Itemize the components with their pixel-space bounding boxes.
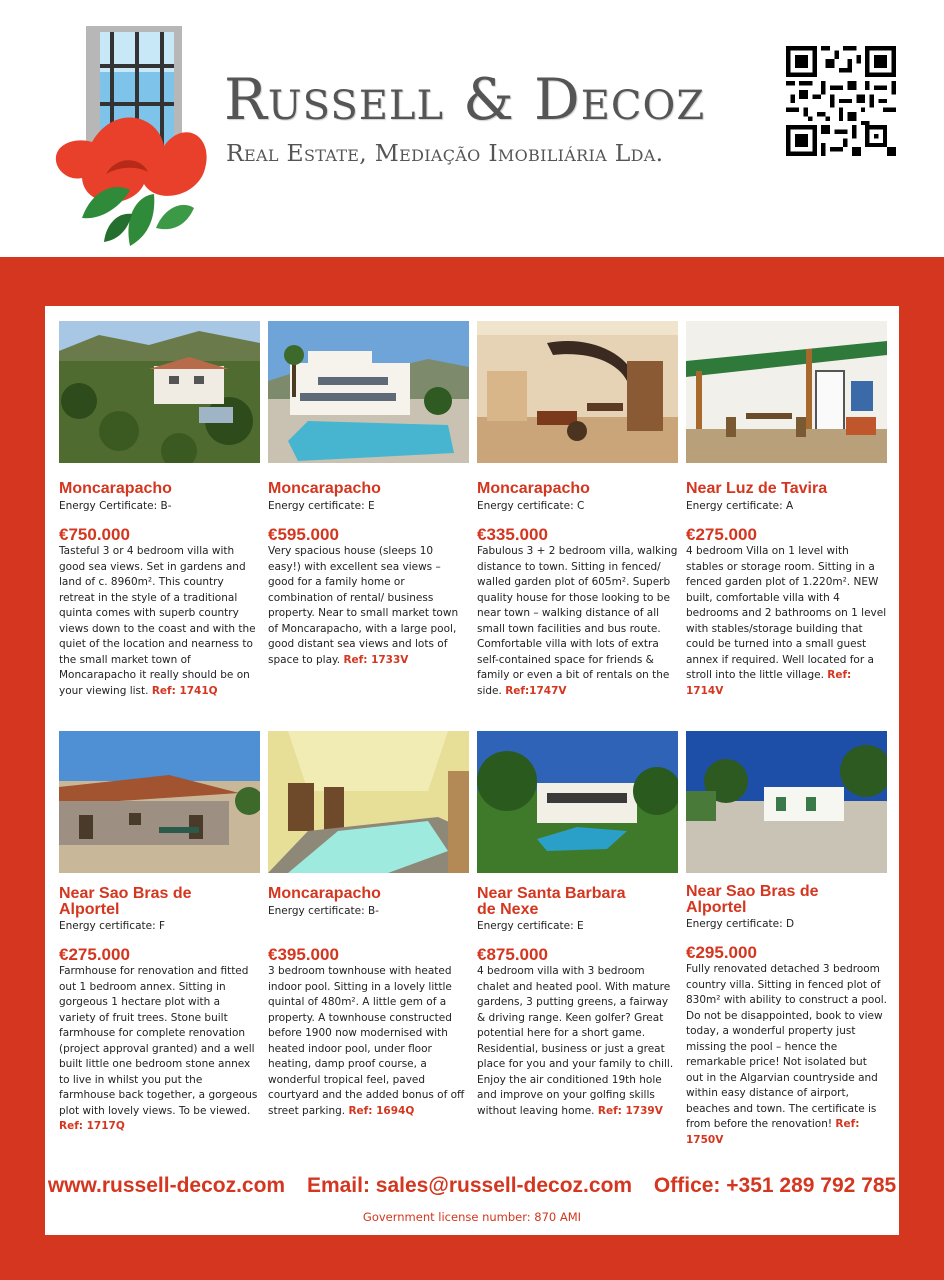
listing-description <box>268 964 469 1119</box>
listing-photo-farmhouse <box>59 731 260 873</box>
listing-location: Moncarapacho <box>477 480 590 497</box>
listing-ref: Ref: 1741Q <box>151 684 218 697</box>
description-text: Fabulous 3 + 2 bedroom villa, walking distance to town. Sitting in fenced/ walled garden plot of 605m². Superb quality house for those looking to be near town – walking distance of all small town facilities and bus route. Comfortable villa with lots of extra self-contained space for friends & family or even a bit of rentals on the side. <box>477 545 678 697</box>
website-link[interactable]: www.russell-decoz.com <box>47 1174 286 1197</box>
company-name: Russell & Decoz <box>224 67 706 133</box>
description-text: Very spacious house (sleeps 10 easy!) with excellent sea views – good for a family home or combination of rental/ business property. Near to small market town of Moncarapacho, with a large pool, good distant sea views and lots of space to play. <box>268 545 459 666</box>
listing-photo-house-pool <box>268 321 469 463</box>
listing-energy-certificate: Energy certificate: E <box>477 920 584 932</box>
listing-description <box>268 544 469 668</box>
listing-photo-country-villa <box>686 731 887 873</box>
listing-price: €275.000 <box>686 525 757 544</box>
listing-photo-indoor-pool <box>268 731 469 873</box>
listing-location: Moncarapacho <box>59 480 172 497</box>
listing-photo-terrace <box>686 321 887 463</box>
email-link[interactable]: Email: sales@russell-decoz.com <box>306 1174 633 1197</box>
listing-card-4[interactable] <box>686 321 887 701</box>
listing-ref: Ref: 1750V <box>686 1118 860 1146</box>
listing-energy-certificate: Energy certificate: A <box>686 500 794 512</box>
listing-description <box>477 964 678 1119</box>
description-text: 4 bedroom villa with 3 bedroom chalet and heated pool. With mature gardens, 3 putting greens, a fairway & driving range. Keen golfer? Great potential here for a short game. Residential, business or just a great place for you and your family to chill. Enjoy the air conditioned 19th hole and improve on your golfing skills without leaving home. <box>477 965 674 1117</box>
contact-line <box>0 1174 944 1198</box>
listing-location: Moncarapacho <box>268 885 381 902</box>
listing-card-7[interactable] <box>477 731 678 1131</box>
description-text: 4 bedroom Villa on 1 level with stables or storage room. Sitting in a fenced garden plot of 1.220m². NEW built, comfortable villa with 4 bedrooms and 2 bathrooms on 1 level with stables/storage building that could be turned into a small guest annex if required. Well located for a stroll into the little village. <box>686 545 887 681</box>
listing-ref: Ref: 1739V <box>597 1104 663 1117</box>
description-text: 3 bedroom townhouse with heated indoor pool. Sitting in a lovely little quintal of 480m². A little gem of a property. A townhouse constructed before 1900 now modernised with heated indoor pool, under floor heating, damp proof course, a wonderful tropical feel, paved courtyard and the added bonus of off street parking. <box>268 965 465 1117</box>
listing-card-3[interactable] <box>477 321 678 701</box>
listing-description <box>59 544 260 699</box>
listing-price: €750.000 <box>59 525 130 544</box>
listing-price: €875.000 <box>477 945 548 964</box>
listing-price: €295.000 <box>686 943 757 962</box>
company-subtitle: Real Estate, Mediação Imobiliária Lda. <box>226 139 664 167</box>
description-text: Fully renovated detached 3 bedroom country villa. Sitting in fenced plot of 830m² with ability to construct a pool. Do not be disappointed, book to view today, a wonderful property just missing the pool – hence the remarkable price! Not isolated but out in the Algarvian countryside and within easy distance of airport, beaches and town. The certificate is from before the renovation! <box>686 963 888 1130</box>
listing-ref: Ref: 1717Q <box>59 1120 125 1132</box>
listing-ref: Ref: 1714V <box>686 669 852 697</box>
listing-location: Near Sao Bras de Alportel <box>59 885 192 918</box>
listing-energy-certificate: Energy certificate: D <box>686 918 795 930</box>
listing-energy-certificate: Energy certificate: F <box>59 920 165 932</box>
listing-location: Near Luz de Tavira <box>686 480 828 497</box>
listing-energy-certificate: Energy certificate: E <box>268 500 375 512</box>
listing-ref: Ref: 1733V <box>343 653 409 666</box>
license-number: Government license number: 870 AMI <box>362 1210 582 1224</box>
listing-energy-certificate: Energy Certificate: B- <box>59 500 172 512</box>
listing-card-5[interactable] <box>59 731 260 1131</box>
logo-window-flower-icon <box>44 22 214 250</box>
listing-card-2[interactable] <box>268 321 469 701</box>
qr-code-icon <box>786 46 896 156</box>
listing-photo-villa-gardens <box>59 321 260 463</box>
listing-energy-certificate: Energy certificate: C <box>477 500 585 512</box>
page-header <box>0 0 944 257</box>
listing-ref: Ref: 1694Q <box>348 1104 415 1117</box>
listing-card-6[interactable] <box>268 731 469 1131</box>
listing-location: Moncarapacho <box>268 480 381 497</box>
description-text: Farmhouse for renovation and fitted out 1 bedroom annex. Sitting in gorgeous 1 hectare plot with a variety of fruit trees. Stone built farmhouse for complete renovation (project approval granted) and a well built little one bedroom stone annex to live in whilst you put the farmhouse back together, a gorgeous plot with lovely views. To be viewed. <box>59 965 258 1117</box>
listing-description <box>686 962 887 1148</box>
listing-description <box>686 544 887 699</box>
listing-price: €275.000 <box>59 945 130 964</box>
listing-price: €395.000 <box>268 945 339 964</box>
listing-price: €335.000 <box>477 525 548 544</box>
listing-price: €595.000 <box>268 525 339 544</box>
description-text: Tasteful 3 or 4 bedroom villa with good sea views. Set in gardens and land of c. 8960m². This country retreat in the style of a traditional quinta comes with superb country views down to the coast and with the quiet of the location and nearness to the small market town of Moncarapacho it really should be on your viewing list. <box>59 545 256 697</box>
listing-location: Near Sao Bras de Alportel <box>686 883 819 916</box>
listing-card-1[interactable] <box>59 321 260 701</box>
listing-description <box>477 544 678 699</box>
listing-photo-villa-golf <box>477 731 678 873</box>
listing-energy-certificate: Energy certificate: B- <box>268 905 379 917</box>
office-phone[interactable]: Office: +351 289 792 785 <box>653 1174 897 1197</box>
listing-ref: Ref:1747V <box>505 684 567 697</box>
listing-location: Near Santa Barbara de Nexe <box>477 885 626 918</box>
listing-photo-interior-living <box>477 321 678 463</box>
listing-description <box>59 964 260 1135</box>
listing-card-8[interactable] <box>686 731 887 1161</box>
